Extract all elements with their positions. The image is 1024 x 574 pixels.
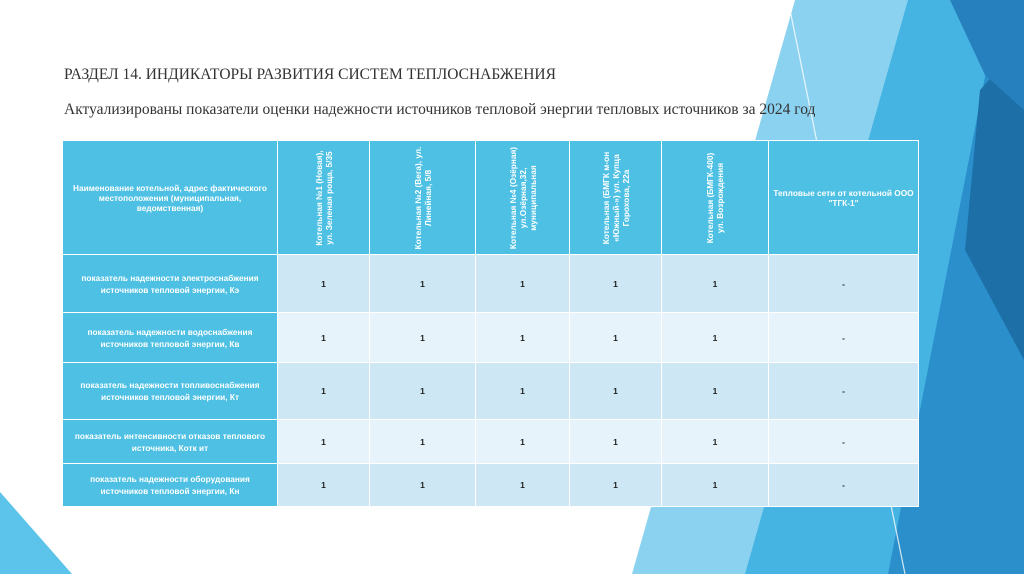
cell-value: 1 [476, 420, 570, 464]
cell-value: 1 [662, 420, 769, 464]
header-col-3 [476, 141, 570, 255]
cell-value: 1 [370, 255, 476, 313]
table-row [63, 464, 919, 507]
header-col-3-label: Котельная №4 (Озёрная) ул.Озёрная,32, муниципальная [507, 146, 538, 249]
table-row [63, 420, 919, 464]
cell-value: 1 [370, 420, 476, 464]
table-row [63, 313, 919, 363]
row-label: показатель надежности топливоснабжения источников тепловой энергии, Кт [63, 363, 278, 420]
cell-value: 1 [476, 464, 570, 507]
cell-value: 1 [662, 363, 769, 420]
cell-value: 1 [662, 255, 769, 313]
header-col-1-label: Котельная №1 (Новая), ул. Зеленая роща, 5/35 [313, 149, 334, 246]
row-label: показатель надежности электроснабжения источников тепловой энергии, Кэ [63, 255, 278, 313]
header-col-1 [278, 141, 370, 255]
cell-value: 1 [278, 313, 370, 363]
cell-value: 1 [370, 363, 476, 420]
table-header-row [63, 141, 919, 255]
cell-value: - [769, 420, 919, 464]
cell-value: 1 [570, 313, 662, 363]
cell-value: 1 [570, 255, 662, 313]
cell-value: 1 [570, 420, 662, 464]
header-col-5 [662, 141, 769, 255]
cell-value: 1 [278, 420, 370, 464]
cell-value: 1 [570, 464, 662, 507]
cell-value: 1 [278, 363, 370, 420]
cell-value: 1 [662, 313, 769, 363]
cell-value: 1 [278, 464, 370, 507]
header-col-2 [370, 141, 476, 255]
header-col-4 [570, 141, 662, 255]
cell-value: - [769, 464, 919, 507]
header-boiler-name: Наименование котельной, адрес фактического местоположения (муниципальная, ведомственная) [63, 141, 278, 255]
header-col-2-label: Котельная №2 (Вега), ул. Линейная, 5/8 [412, 146, 433, 249]
cell-value: 1 [662, 464, 769, 507]
cell-value: 1 [370, 313, 476, 363]
cell-value: 1 [476, 313, 570, 363]
header-col-4-label: Котельная (БМГК м-он «Южный-») ул. Купца Горохова, 22а [600, 151, 631, 244]
table-row [63, 363, 919, 420]
cell-value: 1 [278, 255, 370, 313]
cell-value: 1 [476, 363, 570, 420]
section-title: РАЗДЕЛ 14. ИНДИКАТОРЫ РАЗВИТИЯ СИСТЕМ ТЕПЛОСНАБЖЕНИЯ [64, 66, 556, 83]
table-row [63, 255, 919, 313]
cell-value: 1 [476, 255, 570, 313]
cell-value: 1 [570, 363, 662, 420]
reliability-table [62, 140, 919, 507]
section-subtitle: Актуализированы показатели оценки надежности источников тепловой энергии тепловых источников за 2024 год [64, 101, 816, 118]
header-col-6: Тепловые сети от котельной ООО "ТГК-1" [769, 141, 919, 255]
cell-value: 1 [370, 464, 476, 507]
header-col-5-label: Котельная (БМГК-400) ул. Возрождения [705, 152, 725, 243]
row-label: показатель надежности водоснабжения источников тепловой энергии, Кв [63, 313, 278, 363]
cell-value: - [769, 255, 919, 313]
cell-value: - [769, 313, 919, 363]
row-label: показатель надежности оборудования источников тепловой энергии, Кн [63, 464, 278, 507]
row-label: показатель интенсивности отказов теплового источника, Котк ит [63, 420, 278, 464]
cell-value: - [769, 363, 919, 420]
